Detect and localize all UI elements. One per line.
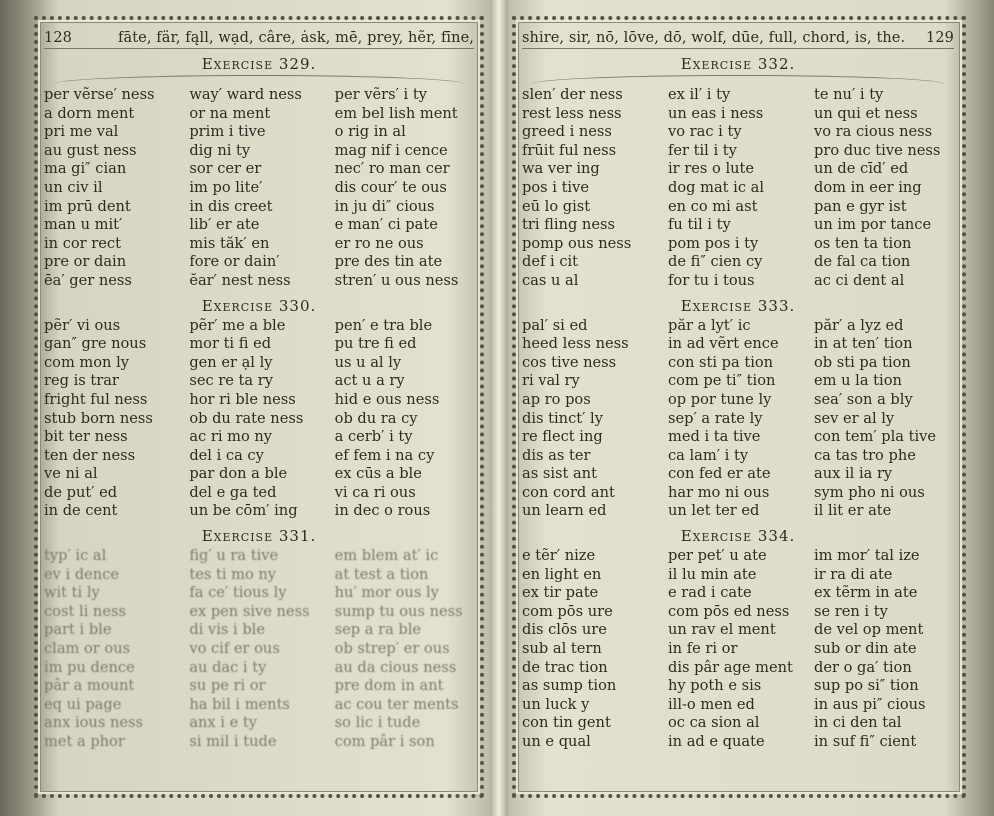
word-entry: for tu i tous xyxy=(668,271,755,289)
word-entry: bit ter ness xyxy=(44,428,128,446)
word-entry: anx ious ness xyxy=(44,714,143,732)
word-entry: us u al ly xyxy=(334,353,402,371)
word-entry: in aus pi″ cious xyxy=(814,695,926,713)
exercise-title: Exercise 329. xyxy=(201,55,317,73)
word-entry: in ci den tal xyxy=(814,714,902,732)
word-entry: cost li ness xyxy=(44,602,126,620)
word-entry: in at ten′ tion xyxy=(814,335,913,353)
word-entry: un let ter ed xyxy=(668,502,760,520)
word-entry: hid e ous ness xyxy=(334,390,440,408)
word-columns xyxy=(522,86,954,291)
word-entry: sor cer er xyxy=(189,160,262,178)
word-entry: sep a ra ble xyxy=(334,621,422,639)
word-entry: cas u al xyxy=(522,271,579,289)
pronunciation-key: shire, sir, nō, lōve, dō, wolf, dūe, full, chord, is, the. xyxy=(522,30,906,46)
word-entry: tri fling ness xyxy=(522,216,615,234)
word-entry: ir res o lute xyxy=(668,160,755,178)
word-entry: part i ble xyxy=(44,621,112,639)
word-entry: in dec o rous xyxy=(334,502,431,520)
word-entry: com mon ly xyxy=(44,353,130,371)
word-entry: com pâr i son xyxy=(334,733,435,750)
word-entry: wit ti ly xyxy=(44,584,100,602)
right-page xyxy=(508,6,980,812)
word-entry: păr′ a lyz ed xyxy=(814,316,904,334)
word-entry: en co mi ast xyxy=(668,197,758,215)
word-entry: or na ment xyxy=(189,104,271,122)
word-entry: e man′ ci pate xyxy=(334,216,438,234)
word-entry: di vis i ble xyxy=(189,621,265,639)
word-entry: met a phor xyxy=(44,733,125,750)
word-entry: op por tune ly xyxy=(668,390,772,408)
word-entry: im pu dence xyxy=(44,658,135,676)
word-column xyxy=(335,547,474,752)
word-entry: pre dom in ant xyxy=(334,677,444,695)
word-entry: gen er ạl ly xyxy=(189,353,273,371)
word-entry: pri me val xyxy=(44,123,119,141)
word-entry: un de cīd′ ed xyxy=(814,160,909,178)
word-entry: ri val ry xyxy=(522,372,580,390)
word-entry: frūit ful ness xyxy=(522,141,617,159)
word-entry: un e qual xyxy=(522,733,591,750)
word-entry: anx i e ty xyxy=(189,714,257,732)
word-entry: der o ga′ tion xyxy=(814,658,912,676)
word-entry: ob du rate ness xyxy=(189,409,304,427)
word-entry: dis clōs ure xyxy=(522,621,607,639)
word-entry: ten der ness xyxy=(44,446,136,464)
word-entry: par don a ble xyxy=(189,465,288,483)
word-entry: sec re ta ry xyxy=(189,372,273,390)
word-entry: ĕar′ nest ness xyxy=(189,271,291,289)
word-entry: slen′ der ness xyxy=(522,86,623,103)
word-entry: pre des tin ate xyxy=(334,253,443,271)
word-entry: sub or din ate xyxy=(814,640,917,658)
word-entry: er ro ne ous xyxy=(334,234,424,252)
word-entry: hu′ mor ous ly xyxy=(334,584,439,602)
word-entry: ir ra di ate xyxy=(814,565,893,583)
word-entry: im mor′ tal ize xyxy=(814,547,920,565)
word-entry: fore or dain′ xyxy=(189,253,280,271)
word-entry: pẽr′ vi ous xyxy=(44,316,121,334)
word-entry: ex tir pate xyxy=(522,584,599,602)
word-entry: ev i dence xyxy=(44,565,120,583)
left-page xyxy=(20,6,490,812)
word-entry: con cord ant xyxy=(522,483,615,501)
word-entry: de trac tion xyxy=(522,658,608,676)
word-column xyxy=(189,317,328,522)
word-entry: greed i ness xyxy=(522,123,612,141)
word-entry: stren′ u ous ness xyxy=(334,271,459,289)
word-entry: del i ca cy xyxy=(189,446,264,464)
word-entry: sea′ son a bly xyxy=(814,390,913,408)
word-entry: ex pen sive ness xyxy=(189,602,310,620)
word-column xyxy=(668,86,808,291)
exercise-title: Exercise 330. xyxy=(201,296,317,315)
word-columns xyxy=(44,317,474,522)
word-entry: in ju di″ cious xyxy=(334,197,435,215)
word-entry: dis pâr age ment xyxy=(668,658,793,676)
word-entry: ex il′ i ty xyxy=(668,86,731,103)
word-entry: pâr a mount xyxy=(44,677,135,695)
word-entry: e rad i cate xyxy=(668,584,752,602)
word-entry: so lic i tude xyxy=(334,714,421,732)
word-entry: en light en xyxy=(522,565,602,583)
word-entry: eq ui page xyxy=(44,695,122,713)
word-column xyxy=(189,86,328,291)
word-entry: pal′ si ed xyxy=(522,316,588,334)
word-column xyxy=(522,86,662,291)
word-entry: in fe ri or xyxy=(668,640,738,658)
word-entry: mor ti fi ed xyxy=(189,335,272,353)
word-entry: per vẽrse′ ness xyxy=(44,86,155,103)
word-entry: fa ce′ tious ly xyxy=(189,584,287,602)
word-entry: stub born ness xyxy=(44,409,153,427)
word-entry: a dorn ment xyxy=(44,104,135,122)
word-entry: sub al tern xyxy=(522,640,602,658)
word-column xyxy=(44,86,183,291)
word-entry: im po lite′ xyxy=(189,178,263,196)
word-entry: in suf fi″ cient xyxy=(814,733,917,750)
word-entry: pen′ e tra ble xyxy=(334,316,433,334)
word-entry: ha bil i ments xyxy=(189,695,290,713)
word-column xyxy=(335,86,474,291)
word-entry: dig ni ty xyxy=(189,141,251,159)
word-column xyxy=(814,317,954,522)
word-entry: ap ro pos xyxy=(522,390,591,408)
word-entry: pos i tive xyxy=(522,178,589,196)
word-entry: ef fem i na cy xyxy=(334,446,435,464)
left-page-content xyxy=(44,30,474,788)
word-entry: in cor rect xyxy=(44,234,121,252)
word-entry: hor ri ble ness xyxy=(189,390,296,408)
word-entry: dom in eer ing xyxy=(814,178,922,196)
word-entry: un qui et ness xyxy=(814,104,918,122)
word-entry: pro duc tive ness xyxy=(814,141,941,159)
word-entry: si mil i tude xyxy=(189,733,277,750)
word-entry: te nu′ i ty xyxy=(814,86,884,103)
exercise-list xyxy=(44,55,474,752)
word-entry: gan″ gre nous xyxy=(44,335,147,353)
word-entry: at test a tion xyxy=(334,565,429,583)
word-entry: il lit er ate xyxy=(814,502,892,520)
word-entry: su pe ri or xyxy=(189,677,266,695)
word-entry: de put′ ed xyxy=(44,483,118,501)
exercise-title: Exercise 331. xyxy=(201,527,317,546)
word-entry: a cerb′ i ty xyxy=(334,428,413,446)
word-entry: tes ti mo ny xyxy=(189,565,277,583)
word-column xyxy=(814,547,954,752)
word-entry: il lu min ate xyxy=(668,565,757,583)
word-entry: un be cōm′ ing xyxy=(189,502,298,520)
exercise-title: Exercise 333. xyxy=(680,296,796,315)
word-entry: un learn ed xyxy=(522,502,607,520)
word-entry: au da cious ness xyxy=(334,658,457,676)
word-entry: com pe ti″ tion xyxy=(668,372,776,390)
word-entry: vo ra cious ness xyxy=(814,123,933,141)
word-entry: fig′ u ra tive xyxy=(189,547,279,565)
word-entry: fu til i ty xyxy=(668,216,731,234)
word-entry: vo rac i ty xyxy=(668,123,742,141)
word-entry: ob sti pa tion xyxy=(814,353,911,371)
exercise-divider xyxy=(54,75,464,84)
word-entry: def i cit xyxy=(522,253,579,271)
word-entry: păr a lyt′ ic xyxy=(668,316,751,334)
word-entry: re flect ing xyxy=(522,428,603,446)
word-entry: com pōs ed ness xyxy=(668,602,790,620)
word-entry: ca lam′ i ty xyxy=(668,446,749,464)
word-entry: ill-o men ed xyxy=(668,695,755,713)
word-entry: au dac i ty xyxy=(189,658,267,676)
word-entry: fright ful ness xyxy=(44,390,148,408)
word-entry: oc ca sion al xyxy=(668,714,760,732)
word-entry: del e ga ted xyxy=(189,483,277,501)
page-number: 129 xyxy=(926,30,954,46)
word-entry: rest less ness xyxy=(522,104,622,122)
word-entry: as sist ant xyxy=(522,465,597,483)
word-entry: mag nif i cence xyxy=(334,141,448,159)
word-columns xyxy=(522,547,954,752)
word-entry: reg is trar xyxy=(44,372,119,390)
word-entry: ex cūs a ble xyxy=(334,465,422,483)
word-entry: de fi″ cien cy xyxy=(668,253,763,271)
word-column xyxy=(189,547,328,752)
word-entry: dog mat ic al xyxy=(668,178,764,196)
word-entry: per vẽrs′ i ty xyxy=(334,86,427,103)
word-entry: heed less ness xyxy=(522,335,629,353)
word-entry: dis tinct′ ly xyxy=(522,409,603,427)
word-entry: sup po si″ tion xyxy=(814,677,919,695)
word-entry: ac cou ter ments xyxy=(334,695,459,713)
word-entry: dis cour′ te ous xyxy=(334,178,447,196)
pronunciation-key: fāte, fär, fąll, wạd, câre, ȧsk, mē, prey, hẽr, fīne, xyxy=(118,30,474,46)
word-column xyxy=(44,317,183,522)
word-columns xyxy=(44,547,474,752)
exercise-list xyxy=(522,55,954,752)
word-entry: ob du ra cy xyxy=(334,409,418,427)
word-entry: ac ri mo ny xyxy=(189,428,273,446)
word-entry: de fal ca tion xyxy=(814,253,911,271)
word-entry: in de cent xyxy=(44,502,118,520)
word-columns xyxy=(44,86,474,291)
word-entry: cos tive ness xyxy=(522,353,617,371)
word-entry: way′ ward ness xyxy=(189,86,302,103)
word-entry: im prū dent xyxy=(44,197,131,215)
word-entry: un im por tance xyxy=(814,216,932,234)
word-entry: per pet′ u ate xyxy=(668,547,767,565)
word-entry: as sump tion xyxy=(522,677,617,695)
word-entry: un eas i ness xyxy=(668,104,764,122)
word-entry: o rig in al xyxy=(334,123,406,141)
word-column xyxy=(522,317,662,522)
word-entry: hy poth e sis xyxy=(668,677,762,695)
word-entry: em u la tion xyxy=(814,372,902,390)
word-entry: pu tre fi ed xyxy=(334,335,417,353)
word-entry: act u a ry xyxy=(334,372,405,390)
word-entry: pre or dain xyxy=(44,253,127,271)
word-entry: sep′ a rate ly xyxy=(668,409,763,427)
word-entry: au gust ness xyxy=(44,141,137,159)
word-column xyxy=(668,547,808,752)
word-entry: eū lo gist xyxy=(522,197,591,215)
word-entry: pom pos i ty xyxy=(668,234,759,252)
word-entry: pomp ous ness xyxy=(522,234,632,252)
word-entry: fer til i ty xyxy=(668,141,737,159)
word-entry: ve ni al xyxy=(44,465,98,483)
word-entry: aux il ia ry xyxy=(814,465,893,483)
word-entry: mis tăk′ en xyxy=(189,234,270,252)
word-entry: ob strep′ er ous xyxy=(334,640,450,658)
word-entry: con tem′ pla tive xyxy=(814,428,937,446)
page-header xyxy=(44,30,474,49)
right-page-content xyxy=(522,30,954,788)
word-columns xyxy=(522,317,954,522)
word-entry: typ′ ic al xyxy=(44,547,107,565)
word-entry: sym pho ni ous xyxy=(814,483,925,501)
word-entry: med i ta tive xyxy=(668,428,761,446)
word-entry: em blem at′ ic xyxy=(334,547,439,565)
word-entry: e tẽr′ nize xyxy=(522,547,596,565)
word-entry: de vel op ment xyxy=(814,621,924,639)
word-entry: con fed er ate xyxy=(668,465,771,483)
word-entry: vi ca ri ous xyxy=(334,483,416,501)
word-column xyxy=(44,547,183,752)
word-entry: ēa′ ger ness xyxy=(44,271,132,289)
word-entry: se ren i ty xyxy=(814,602,888,620)
exercise-title: Exercise 334. xyxy=(680,527,796,546)
word-entry: har mo ni ous xyxy=(668,483,770,501)
word-entry: com pōs ure xyxy=(522,602,613,620)
word-entry: pan e gyr ist xyxy=(814,197,907,215)
page-number: 128 xyxy=(44,30,72,46)
exercise-divider xyxy=(532,75,944,84)
word-entry: lib′ er ate xyxy=(189,216,260,234)
word-entry: man u mit′ xyxy=(44,216,123,234)
word-entry: sev er al ly xyxy=(814,409,895,427)
word-entry: con tin gent xyxy=(522,714,611,732)
word-entry: prim i tive xyxy=(189,123,266,141)
word-entry: em bel lish ment xyxy=(334,104,458,122)
word-column xyxy=(814,86,954,291)
word-entry: clam or ous xyxy=(44,640,131,658)
word-entry: ex tẽrm in ate xyxy=(814,584,918,602)
book-spine xyxy=(490,0,508,816)
exercise-title: Exercise 332. xyxy=(680,55,796,73)
word-column xyxy=(668,317,808,522)
word-entry: dis as ter xyxy=(522,446,591,464)
word-entry: nec′ ro man cer xyxy=(334,160,450,178)
word-column xyxy=(335,317,474,522)
word-entry: vo cif er ous xyxy=(189,640,280,658)
word-entry: in ad e quate xyxy=(668,733,765,750)
word-column xyxy=(522,547,662,752)
word-entry: un rav el ment xyxy=(668,621,776,639)
word-entry: pẽr′ me a ble xyxy=(189,316,286,334)
word-entry: sump tu ous ness xyxy=(334,602,463,620)
word-entry: ma gi″ cian xyxy=(44,160,127,178)
page-header xyxy=(522,30,954,49)
word-entry: os ten ta tion xyxy=(814,234,912,252)
word-entry: wa ver ing xyxy=(522,160,600,178)
word-entry: ac ci dent al xyxy=(814,271,905,289)
word-entry: in ad vẽrt ence xyxy=(668,335,779,353)
word-entry: un civ il xyxy=(44,178,103,196)
word-entry: un luck y xyxy=(522,695,590,713)
word-entry: ca tas tro phe xyxy=(814,446,916,464)
word-entry: con sti pa tion xyxy=(668,353,774,371)
word-entry: in dis creet xyxy=(189,197,273,215)
